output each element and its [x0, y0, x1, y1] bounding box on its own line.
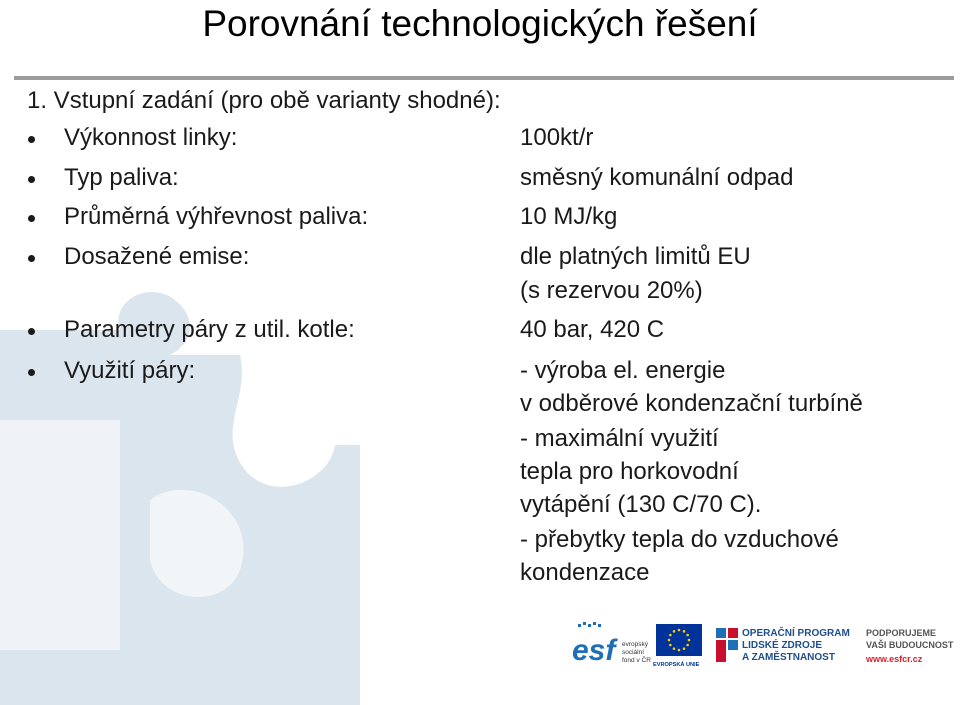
- spec-value-line: směsný komunální odpad: [520, 164, 794, 191]
- eu-star: [678, 629, 681, 632]
- eu-star: [673, 630, 676, 633]
- bullet-icon: [28, 176, 35, 183]
- eu-star: [669, 634, 672, 637]
- spec-value: [520, 123, 950, 153]
- spec-value: [520, 242, 950, 306]
- bullet-icon: [28, 328, 35, 335]
- spec-value-line: kondenzace: [520, 559, 650, 586]
- eu-star: [686, 634, 689, 637]
- intro-heading: 1. Vstupní zadání (pro obě varianty shodné):: [27, 87, 501, 114]
- eu-star: [673, 647, 676, 650]
- esf-caption: sociální: [622, 649, 645, 656]
- eu-flag-icon: [653, 624, 702, 668]
- spec-value: [520, 315, 950, 345]
- bullet-icon: [28, 255, 35, 262]
- op-line: OPERAČNÍ PROGRAM: [742, 628, 850, 639]
- spec-label: Výkonnost linky:: [64, 124, 238, 151]
- spec-value-line: - výroba el. energie: [520, 357, 726, 384]
- bullet-icon: [28, 369, 35, 376]
- op-line: A ZAMĚSTNANOST: [742, 652, 835, 663]
- spec-value-line: (s rezervou 20%): [520, 277, 703, 304]
- bullet-icon: [28, 215, 35, 222]
- support-text: [865, 628, 954, 664]
- spec-value: [520, 163, 950, 193]
- spec-value-line: 40 bar, 420 C: [520, 316, 665, 343]
- spec-label: Typ paliva:: [64, 164, 179, 191]
- spec-value-line: vytápění (130 C/70 C).: [520, 491, 762, 518]
- eu-star: [683, 630, 686, 633]
- spec-value: [520, 202, 950, 232]
- eu-star: [683, 647, 686, 650]
- spec-label: Dosažené emise:: [64, 243, 250, 270]
- eu-star: [668, 639, 671, 642]
- spec-label: Využití páry:: [64, 357, 196, 384]
- esf-logo-icon: [572, 622, 651, 667]
- spec-value-line: 100kt/r: [520, 124, 594, 151]
- spec-value-line: - maximální využití: [520, 425, 719, 452]
- spec-value-line: - přebytky tepla do vzduchové: [520, 526, 839, 553]
- eu-star: [669, 644, 672, 647]
- op-lidske-zdroje-icon: [716, 626, 850, 663]
- spec-value-line: tepla pro horkovodní: [520, 458, 739, 485]
- support-line: VAŠI BUDOUCNOST: [866, 640, 954, 650]
- spec-value-line: 10 MJ/kg: [520, 203, 618, 230]
- support-line: PODPORUJEME: [866, 628, 937, 638]
- title-divider: [14, 76, 954, 80]
- eu-star: [686, 644, 689, 647]
- eu-star: [688, 639, 691, 642]
- esf-caption: evropský: [622, 641, 649, 648]
- spec-value: [520, 356, 950, 588]
- website-link: www.esfcr.cz: [866, 654, 923, 664]
- esf-caption: fond v ČR: [622, 657, 651, 664]
- eu-star: [678, 649, 681, 652]
- footer-logos: [570, 618, 960, 672]
- spec-label: Průměrná výhřevnost paliva:: [64, 203, 369, 230]
- spec-label: Parametry páry z util. kotle:: [64, 316, 355, 343]
- op-line: LIDSKÉ ZDROJE: [742, 640, 823, 651]
- spec-value-line: v odběrové kondenzační turbíně: [520, 390, 863, 417]
- esf-mark: esf: [572, 634, 616, 667]
- spec-value-line: dle platných limitů EU: [520, 243, 751, 270]
- eu-caption: EVROPSKÁ UNIE: [653, 662, 700, 668]
- bullet-icon: [28, 136, 35, 143]
- page-title: Porovnání technologických řešení: [202, 3, 758, 44]
